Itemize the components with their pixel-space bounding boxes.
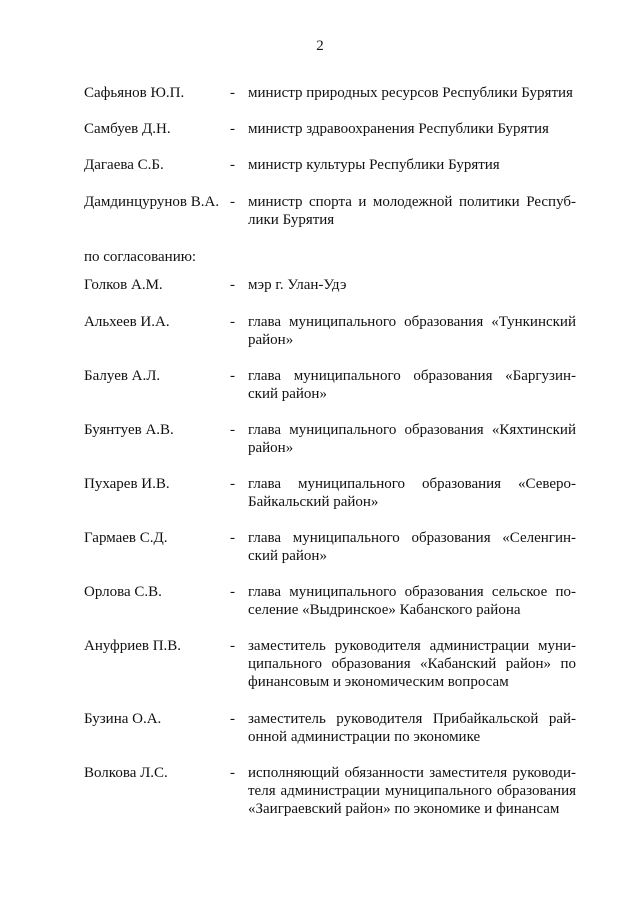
member-name: Дамдинцурунов В.А.: [84, 194, 220, 210]
member-name: Ануфриев П.В.: [84, 638, 182, 654]
member-name: Альхеев И.А.: [84, 314, 170, 330]
member-dash: -: [230, 314, 235, 330]
member-position: глава муниципального образования «Селенгин-ский район»: [248, 530, 576, 564]
member-dash: -: [230, 85, 235, 101]
member-dash: -: [230, 194, 235, 210]
member-position: министр культуры Республики Бурятия: [248, 157, 500, 173]
member-dash: -: [230, 711, 235, 727]
member-position: глава муниципального образования «Северо-Байкальский район»: [248, 476, 576, 510]
member-dash: -: [230, 422, 235, 438]
member-dash: -: [230, 638, 235, 654]
member-position: глава муниципального образования «Кяхтинский район»: [248, 422, 576, 456]
member-position: глава муниципального образования сельское по-селение «Выдринское» Кабанского района: [248, 584, 576, 618]
member-name: Голков А.М.: [84, 277, 163, 293]
member-name: Дагаева С.Б.: [84, 157, 164, 173]
member-dash: -: [230, 584, 235, 600]
member-position: министр природных ресурсов Республики Бурятия: [248, 85, 573, 101]
member-name: Буянтуев А.В.: [84, 422, 174, 438]
member-name: Гармаев С.Д.: [84, 530, 168, 546]
member-name: Волкова Л.С.: [84, 765, 168, 781]
member-dash: -: [230, 765, 235, 781]
member-name: Самбуев Д.Н.: [84, 121, 171, 137]
member-position: заместитель руководителя администрации муни-ципального образования «Кабанский район» по финансовым и экономическим вопросам: [248, 638, 576, 690]
member-dash: -: [230, 368, 235, 384]
member-position: заместитель руководителя Прибайкальской рай-онной администрации по экономике: [248, 711, 576, 745]
member-position: мэр г. Улан-Удэ: [248, 277, 347, 293]
member-position: глава муниципального образования «Тункинский район»: [248, 314, 576, 348]
member-name: Сафьянов Ю.П.: [84, 85, 185, 101]
member-name: Балуев А.Л.: [84, 368, 161, 384]
member-position: исполняющий обязанности заместителя руководи-теля администрации муниципального образования «Заиграевский район» по экономике и финансам: [248, 765, 576, 817]
member-dash: -: [230, 157, 235, 173]
member-position: министр спорта и молодежной политики Респуб-лики Бурятия: [248, 194, 576, 228]
member-dash: -: [230, 277, 235, 293]
page-number: 2: [316, 38, 324, 54]
member-dash: -: [230, 530, 235, 546]
member-position: глава муниципального образования «Баргузин-ский район»: [248, 368, 576, 402]
member-name: Орлова С.В.: [84, 584, 162, 600]
member-position: министр здравоохранения Республики Бурятия: [248, 121, 549, 137]
member-name: Бузина О.А.: [84, 711, 162, 727]
member-name: Пухарев И.В.: [84, 476, 170, 492]
member-dash: -: [230, 476, 235, 492]
section-label-agreed: по согласованию:: [84, 249, 197, 265]
member-dash: -: [230, 121, 235, 137]
